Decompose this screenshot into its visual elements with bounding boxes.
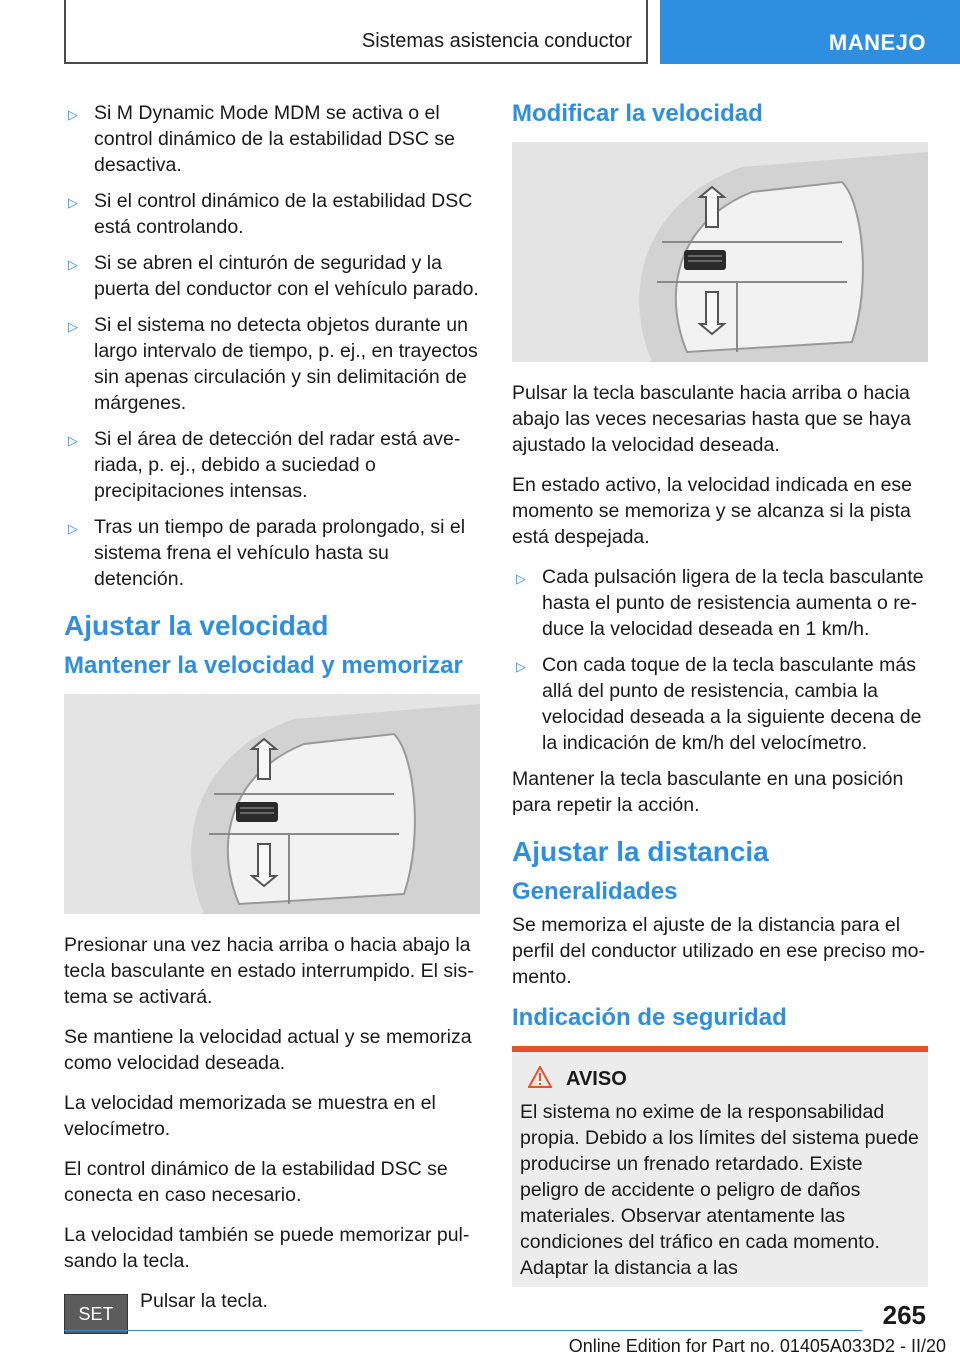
bullet-triangle-icon: ▷: [68, 319, 78, 334]
list-item: ▷ Con cada toque de la tecla basculante más allá del punto de resistencia, cambia la velocidad deseada a la siguiente decena de la indicación de km/h del velocímetro.: [516, 654, 922, 754]
heading-indicacion-seguridad: Indicación de seguridad: [512, 1004, 787, 1031]
paragraph: Presionar una vez hacia arriba o hacia abajo la tecla basculante en estado interrumpido. El sistema se activará.: [64, 934, 474, 1008]
set-instruction: [64, 1288, 480, 1336]
list-item: ▷ Si se abren el cinturón de seguridad y la puerta del conductor con el vehículo parado.: [68, 252, 479, 300]
bullet-triangle-icon: ▷: [516, 571, 526, 586]
list-item: ▷ Tras un tiempo de parada prolongado, si el sistema frena el vehículo hasta su detención.: [68, 516, 466, 590]
condition-list: [64, 100, 480, 592]
warning-text: El sistema no exime de la responsabilidad propia. Debido a los límites del sistema puede producirse un frenado retardado. Existe peligro de accidente o peligro de daños materiales. Observar atentamente las condiciones del tráfico en cada momento. Adaptar la distancia a las: [520, 1101, 919, 1279]
footer-divider: [64, 1330, 862, 1331]
right-column: [512, 100, 928, 1287]
paragraph: La velocidad memorizada se muestra en el velocímetro.: [64, 1092, 436, 1140]
paragraph: Se mantiene la velocidad actual y se memoriza como velocidad deseada.: [64, 1026, 472, 1074]
set-button-icon: SET: [64, 1294, 128, 1334]
warning-box: [512, 1046, 928, 1287]
header-section-box: [64, 0, 648, 64]
bullet-triangle-icon: ▷: [68, 195, 78, 210]
page-number: 265: [882, 1300, 926, 1330]
speed-change-list: [512, 564, 928, 756]
heading-ajustar-velocidad: Ajustar la velocidad: [64, 610, 329, 641]
list-item: ▷ Si el sistema no detecta objetos durante un largo intervalo de tiempo, p. ej., en trayectos sin apenas circulación y sin delimitación de márgenes.: [68, 314, 478, 414]
heading-mantener-velocidad: Mantener la velocidad y memorizar: [64, 652, 463, 679]
set-instruction-text: Pulsar la tecla.: [140, 1290, 268, 1312]
list-item: ▷ Cada pulsación ligera de la tecla basculante hasta el punto de resistencia aumenta o reduce la velocidad deseada en 1 km/h.: [516, 566, 924, 640]
paragraph: Pulsar la tecla basculante hacia arriba o hacia abajo las veces necesarias hasta que se haya ajustado la velocidad deseada.: [512, 382, 911, 456]
paragraph: La velocidad también se puede memorizar pulsando la tecla.: [64, 1224, 470, 1272]
section-title: Sistemas asistencia conductor: [361, 30, 632, 52]
paragraph: En estado activo, la velocidad indicada en ese momento se memoriza y se alcanza si la pista está despejada.: [512, 474, 913, 548]
warning-header: [528, 1066, 920, 1093]
bullet-triangle-icon: ▷: [68, 257, 78, 272]
paragraph: El control dinámico de la estabilidad DSC se conecta en caso necesario.: [64, 1158, 448, 1206]
heading-modificar-velocidad: Modificar la velocidad: [512, 100, 763, 127]
heading-generalidades: Generalidades: [512, 878, 678, 905]
chapter-tab-label: MANEJO: [828, 30, 926, 55]
chapter-tab: [660, 0, 960, 64]
paragraph: Se memoriza el ajuste de la distancia para el perfil del conductor utilizado en ese preciso momento.: [512, 914, 925, 988]
bullet-triangle-icon: ▷: [68, 433, 78, 448]
heading-ajustar-distancia: Ajustar la distancia: [512, 836, 769, 867]
bullet-triangle-icon: ▷: [68, 107, 78, 122]
warning-label: AVISO: [566, 1068, 627, 1090]
list-item: ▷ Si el control dinámico de la estabilidad DSC está controlando.: [68, 190, 473, 238]
warning-triangle-icon: [528, 1066, 552, 1093]
bullet-triangle-icon: ▷: [516, 659, 526, 674]
paragraph: Mantener la tecla basculante en una posición para repetir la acción.: [512, 768, 904, 816]
footer-text: Online Edition for Part no. 01405A033D2 - II/20: [568, 1336, 946, 1356]
left-column: [64, 100, 480, 1336]
list-item: ▷ Si el área de detección del radar está averiada, p. ej., debido a suciedad o precipitaciones intensas.: [68, 428, 461, 502]
steering-wheel-rocker-image: [512, 142, 928, 362]
list-item: ▷ Si M Dynamic Mode MDM se activa o el control dinámico de la estabilidad DSC se desactiva.: [68, 102, 455, 176]
bullet-triangle-icon: ▷: [68, 521, 78, 536]
steering-wheel-rocker-image: [64, 694, 480, 914]
